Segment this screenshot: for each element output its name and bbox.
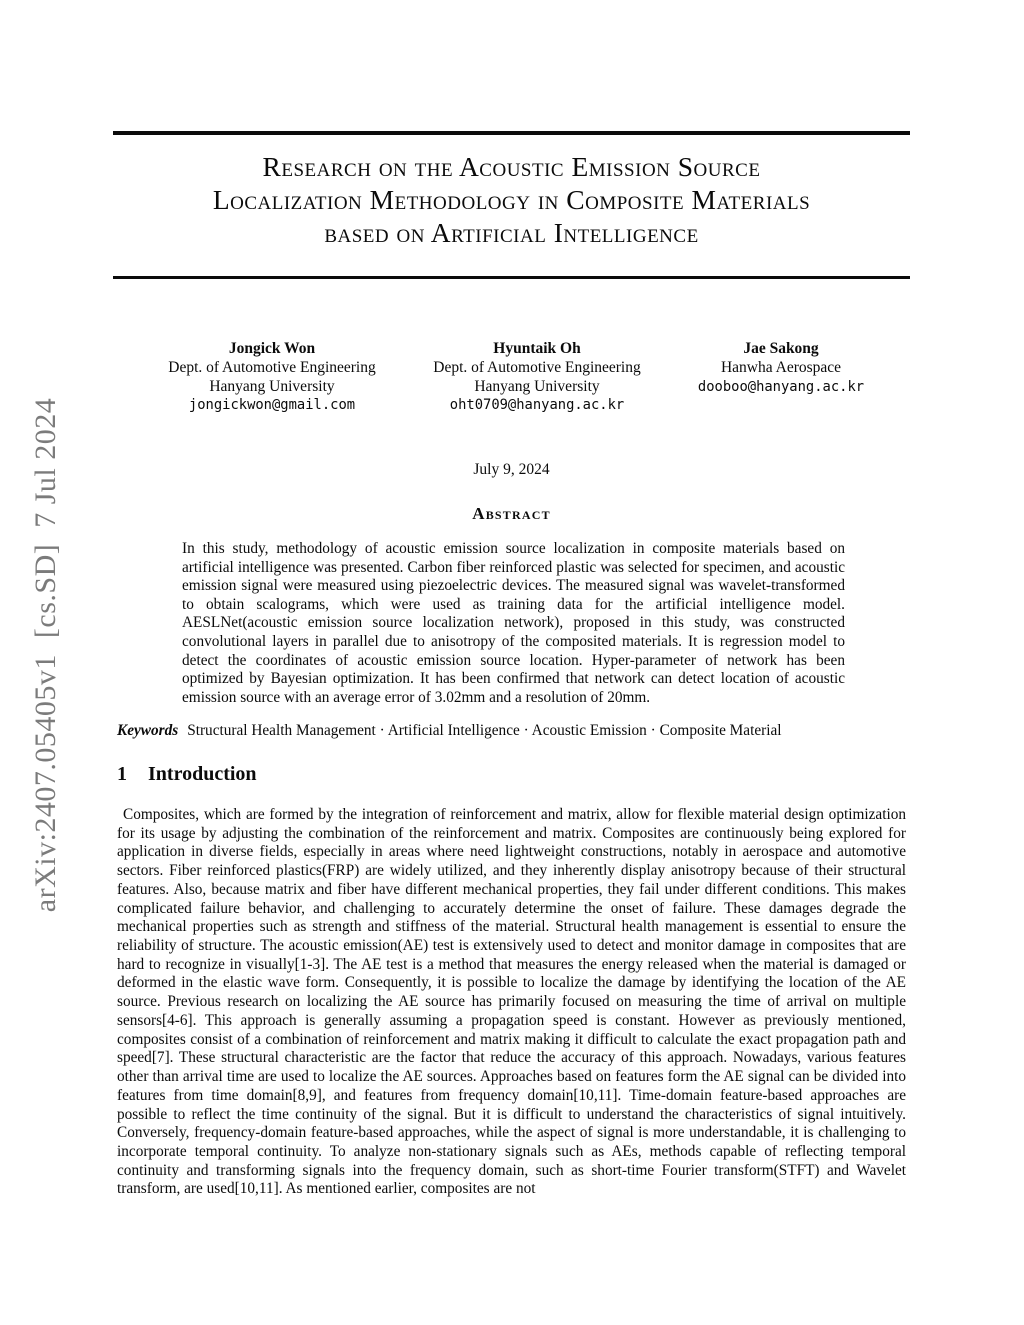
author-1-email: jongickwon@gmail.com: [188, 397, 356, 414]
author-1-name: Jongick Won: [228, 340, 316, 357]
author-2-affiliation-university: Hanyang University: [474, 377, 600, 395]
paper-title: [113, 150, 910, 249]
author-3-email: dooboo@hanyang.ac.kr: [697, 378, 865, 395]
keywords-line: [117, 722, 907, 741]
abstract-heading: Abstract: [472, 504, 551, 523]
author-3-affiliation-company: Hanwha Aerospace: [720, 358, 842, 376]
section-1-title: Introduction: [148, 763, 257, 785]
author-block: [0, 340, 1024, 420]
paper-title-line-2: Localization Methodology in Composite Materials: [212, 184, 811, 215]
author-3-name: Jae Sakong: [743, 340, 819, 357]
author-2-affiliation-dept: Dept. of Automotive Engineering: [433, 358, 641, 376]
author-2-name: Hyuntaik Oh: [493, 340, 581, 357]
arxiv-watermark: arXiv:2407.05405v1 [cs.SD] 7 Jul 2024: [29, 397, 62, 913]
title-rule-bottom: [113, 276, 910, 279]
author-1-affiliation-dept: Dept. of Automotive Engineering: [168, 358, 376, 376]
keywords-list: Structural Health Management · Artificial Intelligence · Acoustic Emission · Composite Material: [187, 722, 782, 739]
title-rule-top: [113, 131, 910, 135]
author-2-email: oht0709@hanyang.ac.kr: [449, 397, 625, 414]
publication-date: July 9, 2024: [473, 461, 550, 478]
author-3: [621, 340, 941, 396]
abstract-text: In this study, methodology of acoustic emission source localization in composite materials based on artificial intelligence was presented. Carbon fiber reinforced plastic was selected for specimen, and acoustic emission signal were measured using piezoelectric devices. The measured signal was wavelet-transformed to obtain scalograms, which were used as training data for the artificial intelligence model. AESLNet(acoustic emission source localization network), proposed in this study, was constructed convolutional layers in parallel due to anisotropy of the composited materials. It is regression model to detect the coordinates of acoustic emission source location. Hyper-parameter of network has been optimized by Bayesian optimization. It has been confirmed that network can detect location of acoustic emission source with an average error of 3.02mm and a resolution of 20mm.: [182, 540, 845, 706]
author-1-affiliation-university: Hanyang University: [209, 377, 335, 395]
introduction-paragraph: Composites, which are formed by the integration of reinforcement and matrix, allow for flexible material design optimization for its usage by adjusting the combination of the reinforcement and matrix. Composites are continuously being explored for application in diverse fields, especially in areas where need lightweight constructions, notably in aerospace and automotive sectors. Fiber reinforced plastics(FRP) are widely utilized, and they inherently display anisotropy because of their structural features. Also, because matrix and fiber have different mechanical properties, they fail under different conditions. This makes complicated failure behavior, and challenging to accurately determine the onset of failure. These damages degrade the mechanical properties such as strength and stiffness of the material. Structural health management is essential to ensure the reliability of structure. The acoustic emission(AE) test is extensively used to detect and monitor damage in composites that are hard to recognize in visually[1-3]. The AE test is a method that measures the energy released when the material is damaged or deformed in the elastic wave form. Consequently, it is possible to localize the damage by identifying the location of the AE source. Previous research on localizing the AE source has primarily focused on measuring the time of arrival on multiple sensors[4-6]. This approach is generally assuming a propagation speed is constant. However as previously mentioned, composites consist of a combination of reinforcement and matrix making it difficult to calculate the exact propagation path and speed[7]. These structural characteristic are the factor that reduce the accuracy of this approach. Nowadays, various features other than arrival time are used to localize the AE sources. Approaches based on features form the AE signal can be divided into features from time domain[8,9], and features from frequency domain[10,11]. Time-domain feature-based approaches are possible to reflect the time continuity of the signal. But it is difficult to understand the characteristics of signal intuitively. Conversely, frequency-domain feature-based approaches, while the aspect of signal is more understandable, it is challenging to incorporate temporal continuity. To analyze non-stationary signals such as AEs, methods capable of reflecting temporal continuity and transforming signals into the frequency domain, such as short-time Fourier transform(STFT) and Wavelet transform, are used[10,11]. As mentioned earlier, composites are not: [117, 806, 906, 1198]
section-1-number: 1: [117, 763, 127, 785]
paper-title-line-3: based on Artificial Intelligence: [324, 217, 699, 248]
section-1-heading: [117, 763, 907, 786]
paper-title-line-1: Research on the Acoustic Emission Source: [262, 151, 761, 182]
keywords-label: Keywords: [117, 722, 179, 739]
